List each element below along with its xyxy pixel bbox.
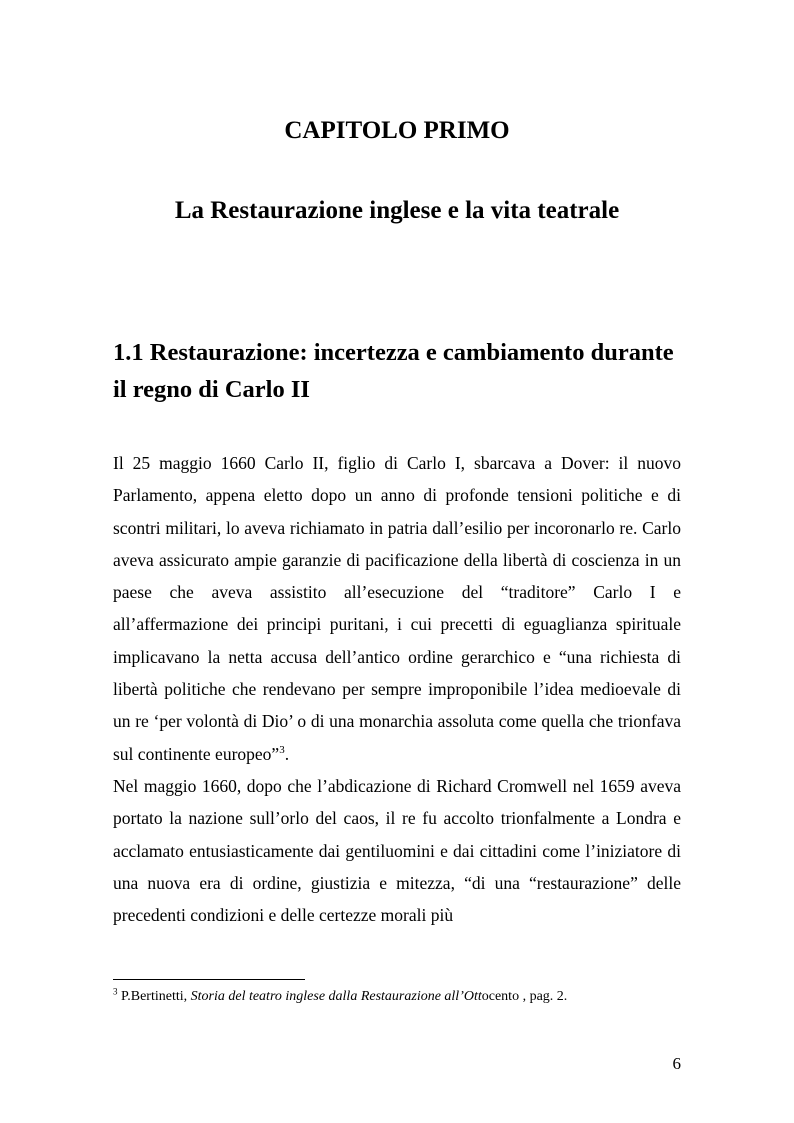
- footnote-reference[interactable]: 3: [279, 743, 285, 756]
- paragraph-1-text: Il 25 maggio 1660 Carlo II, figlio di Carlo I, sbarcava a Dover: il nuovo Parlamento, appena eletto dopo un anno di profonde tensioni politiche e di scontri militari, lo aveva richiamato in patria dall’esilio per incoronarlo re. Carlo aveva assicurato ampie garanzie di pacificazione della libertà di coscienza in un paese che aveva assistito all’esecuzione del “traditore” Carlo I e all’affermazione dei principi puritani, i cui precetti di eguaglianza spirituale implicavano la netta accusa dell’antico ordine gerarchico e “una richiesta di libertà politiche che rendevano per sempre improponibile l’idea medioevale di un re ‘per volontà di Dio’ o di una monarchia assoluta come quella che trionfava sul continente europeo”: [113, 453, 681, 764]
- footnote-author: P.Bertinetti,: [117, 989, 191, 1004]
- footnote: [113, 987, 681, 1007]
- chapter-label: CAPITOLO PRIMO: [284, 117, 510, 144]
- footnote-title: Storia del teatro inglese dalla Restaurazione all’Ott: [190, 989, 482, 1004]
- paragraph-1: [113, 447, 681, 770]
- footnote-number: 3: [113, 986, 118, 997]
- section-heading: [113, 334, 693, 408]
- body-text: [113, 447, 681, 931]
- section-heading-line-2: il regno di Carlo II: [113, 376, 310, 403]
- footnote-title-rest: ocento , pag. 2.: [481, 989, 568, 1004]
- paragraph-1-end: .: [284, 743, 290, 764]
- chapter-title: La Restaurazione inglese e la vita teatrale: [174, 197, 620, 224]
- page-number: 6: [672, 1054, 681, 1073]
- paragraph-2: Nel maggio 1660, dopo che l’abdicazione di Richard Cromwell nel 1659 aveva portato la nazione sull’orlo del caos, il re fu accolto trionfalmente a Londra e acclamato entusiasticamente dai gentiluomini e dai cittadini come l’iniziatore di una nuova era di ordine, giustizia e mitezza, “di una “restaurazione” delle precedenti condizioni e delle certezze morali più: [113, 775, 681, 926]
- section-heading-line-1: 1.1 Restaurazione: incertezza e cambiamento durante: [113, 339, 674, 366]
- footnote-separator: [113, 979, 305, 980]
